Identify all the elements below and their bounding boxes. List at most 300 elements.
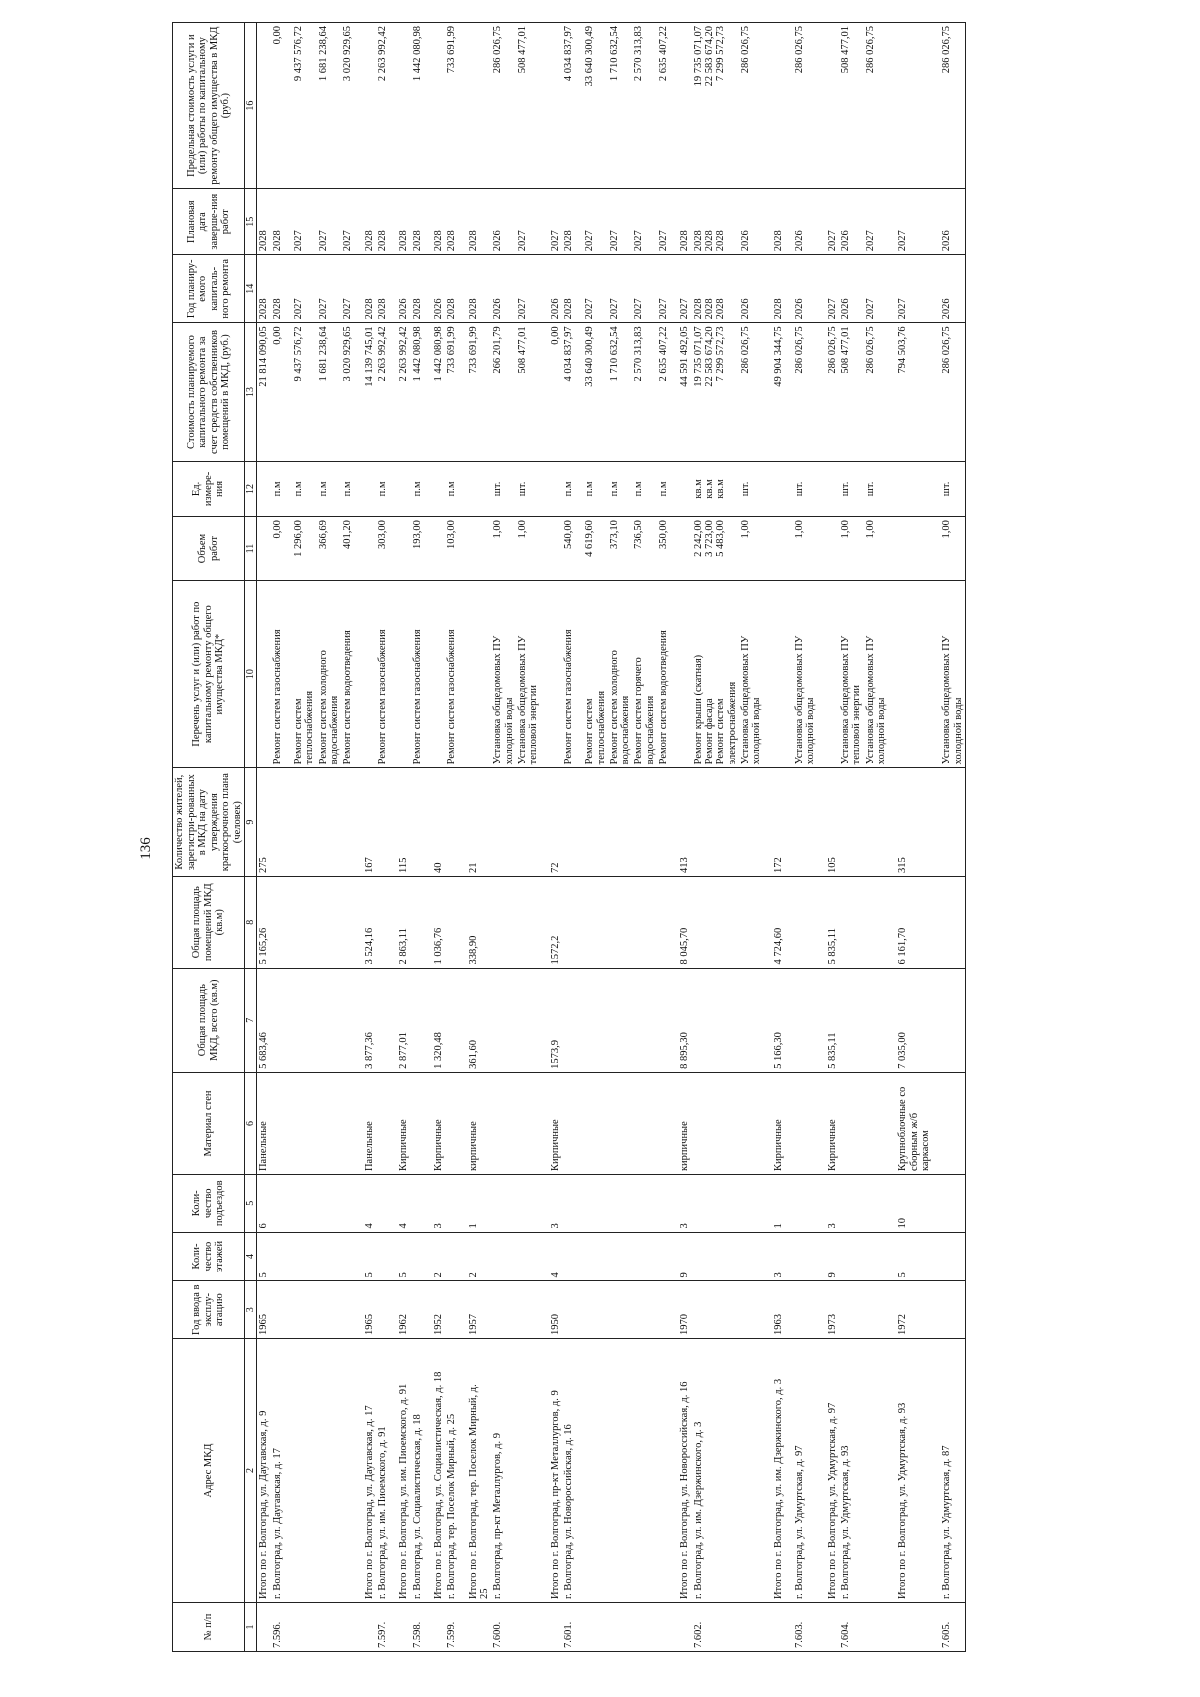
cell-col-16 <box>432 23 445 189</box>
cell-line: шт. <box>941 481 953 497</box>
cell-col-15 <box>376 189 389 255</box>
spacer-cell <box>355 461 363 516</box>
cell-line: 2028 <box>446 230 458 252</box>
cell-col-15 <box>583 189 608 255</box>
cell-col-3: 1965 <box>257 1281 271 1338</box>
spacer-cell <box>389 461 397 516</box>
cell-col-13 <box>562 323 575 461</box>
cell-col-5 <box>491 1175 516 1232</box>
cell-col-15 <box>678 189 691 255</box>
cell-col-13 <box>864 323 889 461</box>
cell-col-3: 1962 <box>397 1281 410 1338</box>
cell-col-4: 5 <box>896 1232 932 1281</box>
column-number-4: 4 <box>245 1232 257 1281</box>
cell-line: теплоснабжения <box>304 690 316 765</box>
cell-col-3 <box>608 1281 633 1338</box>
cell-line: 2027 <box>584 230 596 252</box>
cell-line: 2028 <box>715 230 727 252</box>
spacer-cell <box>888 580 896 767</box>
cell-col-10 <box>397 580 410 767</box>
cell-col-8 <box>739 876 764 968</box>
cell-col-1: 7.602. <box>692 1603 739 1652</box>
cell-line: п.м <box>317 481 329 497</box>
spacer-cell <box>575 255 583 323</box>
cell-col-8 <box>839 876 864 968</box>
cell-col-3: 1952 <box>432 1281 445 1338</box>
cell-col-15 <box>896 189 932 255</box>
spacer-cell <box>541 255 549 323</box>
spacer-cell <box>888 323 896 461</box>
cell-col-9 <box>516 768 541 877</box>
cell-col-10 <box>549 580 562 767</box>
cell-line: Ремонт систем <box>715 698 727 765</box>
cell-col-6 <box>271 1072 284 1174</box>
cell-col-9 <box>839 768 864 877</box>
cell-col-15 <box>826 189 839 255</box>
cell-col-7: 5 166,30 <box>772 968 785 1072</box>
cell-col-14 <box>772 255 785 323</box>
header-row <box>173 23 245 1652</box>
cell-col-2 <box>445 1338 458 1602</box>
cell-line: 733 691,99 <box>446 26 458 74</box>
cell-col-15 <box>739 189 764 255</box>
cell-col-16 <box>491 23 516 189</box>
cell-col-1: 7.600. <box>491 1603 516 1652</box>
spacer-cell <box>575 1338 583 1602</box>
spacer-row <box>932 23 940 1652</box>
cell-col-3 <box>516 1281 541 1338</box>
spacer-cell <box>670 1281 678 1338</box>
spacer-cell <box>389 1603 397 1652</box>
table-row <box>839 23 864 1652</box>
cell-line: 2027 <box>633 230 645 252</box>
cell-line: 33 640 300,49 <box>584 326 596 387</box>
spacer-row <box>459 23 467 1652</box>
cell-col-14 <box>657 255 670 323</box>
cell-line: 2027 <box>317 230 329 252</box>
cell-col-16 <box>549 23 562 189</box>
cell-col-7 <box>839 968 864 1072</box>
column-number-3: 3 <box>245 1281 257 1338</box>
cell-col-1: 7.596. <box>271 1603 284 1652</box>
cell-col-4: 4 <box>549 1232 562 1281</box>
cell-col-14 <box>257 255 271 323</box>
cell-line: холодной воды <box>503 697 515 765</box>
cell-line: 2027 <box>658 298 670 320</box>
table-body <box>257 23 966 1652</box>
cell-col-6 <box>562 1072 575 1174</box>
cell-line: 9 437 576,72 <box>292 26 304 82</box>
spacer-cell <box>424 255 432 323</box>
cell-line: 2028 <box>258 298 270 320</box>
cell-line: Установка общедомовых ПУ <box>794 635 806 765</box>
cell-line: Итого по г. Волгоград, ул. Новороссийская, д. 16 <box>679 1381 691 1600</box>
spacer-cell <box>785 1338 793 1602</box>
cell-col-9: 21 <box>467 768 492 877</box>
column-number-14: 14 <box>245 255 257 323</box>
spacer-cell <box>284 1175 292 1232</box>
cell-col-9 <box>864 768 889 877</box>
spacer-cell <box>785 1281 793 1338</box>
spacer-cell <box>888 1232 896 1281</box>
cell-col-10 <box>864 580 889 767</box>
cell-col-5 <box>317 1175 342 1232</box>
column-header-7: Общая площадь МКД, всего (кв.м) <box>173 968 245 1072</box>
cell-col-4 <box>657 1232 670 1281</box>
table-row <box>491 23 516 1652</box>
cell-col-11 <box>692 517 739 581</box>
spacer-cell <box>764 517 772 581</box>
cell-col-9 <box>608 768 633 877</box>
cell-col-5: 4 <box>397 1175 410 1232</box>
cell-col-15 <box>397 189 410 255</box>
cell-line: 2028 <box>363 230 375 252</box>
cell-col-16 <box>467 23 492 189</box>
spacer-cell <box>575 1232 583 1281</box>
spacer-cell <box>785 1232 793 1281</box>
cell-line: водоснабжения <box>644 695 656 765</box>
cell-col-12 <box>317 461 342 516</box>
cell-col-11 <box>467 517 492 581</box>
cell-col-1 <box>772 1603 785 1652</box>
spacer-cell <box>818 968 826 1072</box>
cell-line: 2028 <box>271 230 283 252</box>
cell-col-2 <box>549 1338 562 1602</box>
cell-line: шт. <box>740 481 752 497</box>
cell-col-7 <box>692 968 739 1072</box>
column-number-8: 8 <box>245 876 257 968</box>
cell-col-14 <box>632 255 657 323</box>
cell-line: Установка общедомовых ПУ <box>492 635 504 765</box>
spacer-cell <box>575 768 583 877</box>
table-row <box>608 23 633 1652</box>
cell-col-1 <box>467 1603 492 1652</box>
cell-col-12 <box>896 461 932 516</box>
spacer-cell <box>541 1281 549 1338</box>
cell-col-12 <box>739 461 764 516</box>
cell-line: Установка общедомовых ПУ <box>840 635 852 765</box>
cell-col-7: 3 877,36 <box>363 968 376 1072</box>
cell-col-5 <box>739 1175 764 1232</box>
cell-col-7 <box>376 968 389 1072</box>
spacer-cell <box>764 461 772 516</box>
cell-line: 2 263 992,42 <box>376 326 388 382</box>
column-header-12: Ед. измере-ния <box>173 461 245 516</box>
cell-col-14 <box>562 255 575 323</box>
spacer-cell <box>575 580 583 767</box>
spacer-cell <box>888 768 896 877</box>
spacer-cell <box>888 461 896 516</box>
cell-col-5 <box>376 1175 389 1232</box>
spacer-cell <box>670 517 678 581</box>
spacer-cell <box>389 1281 397 1338</box>
cell-col-7 <box>940 968 965 1072</box>
cell-line: 2028 <box>432 230 444 252</box>
cell-line: п.м <box>633 481 645 497</box>
cell-col-10 <box>257 580 271 767</box>
cell-line: 2027 <box>679 298 691 320</box>
cell-line: п.м <box>446 481 458 497</box>
cell-col-10 <box>292 580 317 767</box>
cell-col-14 <box>793 255 818 323</box>
cell-line: 14 139 745,01 <box>363 326 375 387</box>
spacer-cell <box>541 580 549 767</box>
spacer-cell <box>785 1175 793 1232</box>
cell-col-4 <box>516 1232 541 1281</box>
cell-line: 1 710 632,54 <box>608 26 620 82</box>
cell-col-4: 5 <box>363 1232 376 1281</box>
cell-col-10 <box>445 580 458 767</box>
spacer-cell <box>932 1281 940 1338</box>
cell-line: 1,00 <box>840 520 852 539</box>
cell-line: 286 026,75 <box>826 326 838 374</box>
cell-col-16 <box>793 23 818 189</box>
cell-col-5: 1 <box>772 1175 785 1232</box>
cell-col-1 <box>678 1603 691 1652</box>
cell-col-14 <box>839 255 864 323</box>
spacer-row <box>888 23 896 1652</box>
cell-col-4 <box>632 1232 657 1281</box>
cell-line: 25 <box>478 1588 490 1600</box>
spacer-cell <box>575 23 583 189</box>
cell-line: 2028 <box>411 230 423 252</box>
cell-col-15 <box>549 189 562 255</box>
spacer-cell <box>424 461 432 516</box>
cell-line: 2027 <box>897 230 909 252</box>
cell-line: Итого по г. Волгоград, ул. Удмуртская, д. 97 <box>826 1402 838 1600</box>
capital-repair-table <box>172 22 966 1652</box>
spacer-cell <box>932 580 940 767</box>
cell-col-7 <box>583 968 608 1072</box>
cell-col-2 <box>491 1338 516 1602</box>
cell-col-4 <box>445 1232 458 1281</box>
table-row <box>271 23 284 1652</box>
cell-line: 4 034 837,97 <box>562 326 574 382</box>
cell-col-7 <box>562 968 575 1072</box>
table-row <box>657 23 670 1652</box>
cell-line: 286 026,75 <box>794 326 806 374</box>
cell-col-5 <box>562 1175 575 1232</box>
cell-col-3 <box>491 1281 516 1338</box>
cell-col-13 <box>657 323 670 461</box>
cell-line: 508 477,01 <box>516 326 528 374</box>
cell-col-8 <box>376 876 389 968</box>
spacer-cell <box>389 517 397 581</box>
cell-line: 2028 <box>704 230 716 252</box>
cell-col-3 <box>341 1281 354 1338</box>
cell-col-13 <box>467 323 492 461</box>
cell-line: кв.м <box>704 479 716 499</box>
cell-col-10 <box>317 580 342 767</box>
spacer-cell <box>932 1603 940 1652</box>
cell-line: 2027 <box>516 230 528 252</box>
spacer-cell <box>389 255 397 323</box>
cell-line: 2027 <box>342 298 354 320</box>
cell-line: 2026 <box>549 298 561 320</box>
cell-col-6 <box>940 1072 965 1174</box>
cell-line: Ремонт систем газоснабжения <box>446 629 458 765</box>
cell-col-1: 7.605. <box>940 1603 965 1652</box>
cell-line: холодной воды <box>751 697 763 765</box>
cell-col-16 <box>445 23 458 189</box>
spacer-cell <box>888 1281 896 1338</box>
cell-col-9: 40 <box>432 768 445 877</box>
column-header-14: Год планиру-емого капиталь-ного ремонта <box>173 255 245 323</box>
cell-col-10 <box>363 580 376 767</box>
cell-col-8: 5 835,11 <box>826 876 839 968</box>
cell-col-6 <box>445 1072 458 1174</box>
cell-col-16 <box>292 23 317 189</box>
cell-col-16 <box>363 23 376 189</box>
cell-col-14 <box>467 255 492 323</box>
cell-line: 2027 <box>317 298 329 320</box>
table-row <box>562 23 575 1652</box>
cell-line: 736,50 <box>633 520 645 549</box>
cell-col-16 <box>896 23 932 189</box>
cell-line: 2 635 407,22 <box>658 326 670 382</box>
cell-col-1 <box>864 1603 889 1652</box>
cell-col-5: 3 <box>826 1175 839 1232</box>
cell-col-12 <box>583 461 608 516</box>
cell-line: 508 477,01 <box>840 326 852 374</box>
cell-line: 1,00 <box>864 520 876 539</box>
cell-line: 401,20 <box>342 520 354 549</box>
cell-line: 286 026,75 <box>864 26 876 74</box>
cell-col-10 <box>341 580 354 767</box>
cell-col-5: 3 <box>432 1175 445 1232</box>
spacer-cell <box>355 23 363 189</box>
cell-col-11 <box>292 517 317 581</box>
spacer-cell <box>888 189 896 255</box>
spacer-cell <box>932 968 940 1072</box>
column-header-16: Предельная стоимость услуги и (или) работы по капитальному ремонту общего имущества в МКД (руб.) <box>173 23 245 189</box>
cell-col-6 <box>632 1072 657 1174</box>
cell-col-14 <box>271 255 284 323</box>
cell-col-12 <box>376 461 389 516</box>
spacer-cell <box>355 768 363 877</box>
cell-col-13 <box>271 323 284 461</box>
cell-col-2 <box>772 1338 785 1602</box>
cell-col-6 <box>864 1072 889 1174</box>
cell-line: шт. <box>794 481 806 497</box>
spacer-cell <box>389 768 397 877</box>
cell-line: 3 020 929,65 <box>342 26 354 82</box>
cell-col-2 <box>562 1338 575 1602</box>
spacer-cell <box>459 1338 467 1602</box>
cell-col-11 <box>632 517 657 581</box>
cell-col-7: 5 835,11 <box>826 968 839 1072</box>
cell-col-14 <box>317 255 342 323</box>
cell-line: 2 242,00 <box>692 520 704 557</box>
cell-col-13 <box>341 323 354 461</box>
cell-col-6 <box>292 1072 317 1174</box>
spacer-row <box>575 23 583 1652</box>
cell-col-5: 4 <box>363 1175 376 1232</box>
cell-col-10 <box>467 580 492 767</box>
cell-col-11 <box>432 517 445 581</box>
cell-col-16 <box>739 23 764 189</box>
column-number-1: 1 <box>245 1603 257 1652</box>
spacer-row <box>670 23 678 1652</box>
spacer-cell <box>424 517 432 581</box>
cell-col-14 <box>491 255 516 323</box>
table-row <box>317 23 342 1652</box>
cell-col-8: 1 036,76 <box>432 876 445 968</box>
cell-col-8 <box>491 876 516 968</box>
spacer-cell <box>785 768 793 877</box>
cell-line: 2027 <box>608 298 620 320</box>
cell-col-14 <box>692 255 739 323</box>
cell-col-4 <box>292 1232 317 1281</box>
table-row <box>692 23 739 1652</box>
cell-line: холодной воды <box>876 697 888 765</box>
cell-col-15 <box>772 189 785 255</box>
cell-line: Ремонт систем газоснабжения <box>562 629 574 765</box>
cell-col-11 <box>445 517 458 581</box>
cell-col-7 <box>341 968 354 1072</box>
cell-line: Ремонт систем газоснабжения <box>271 629 283 765</box>
spacer-cell <box>284 255 292 323</box>
cell-line: 103,00 <box>446 520 458 549</box>
cell-col-16 <box>257 23 271 189</box>
column-number-9: 9 <box>245 768 257 877</box>
cell-col-10 <box>826 580 839 767</box>
cell-line: п.м <box>292 481 304 497</box>
cell-line: 286 026,75 <box>941 26 953 74</box>
spacer-cell <box>284 23 292 189</box>
cell-col-4 <box>839 1232 864 1281</box>
spacer-cell <box>932 1232 940 1281</box>
spacer-cell <box>932 1072 940 1174</box>
cell-col-15 <box>491 189 516 255</box>
cell-col-11 <box>376 517 389 581</box>
cell-line: 2 570 313,83 <box>633 326 645 382</box>
cell-line: 7 299 572,73 <box>715 26 727 82</box>
spacer-cell <box>785 1603 793 1652</box>
cell-col-8 <box>864 876 889 968</box>
cell-col-11 <box>516 517 541 581</box>
cell-col-1: 7.599. <box>445 1603 458 1652</box>
spacer-cell <box>818 23 826 189</box>
cell-line: 2028 <box>271 298 283 320</box>
cell-line: Ремонт систем <box>292 698 304 765</box>
cell-col-12 <box>839 461 864 516</box>
cell-line: Ремонт крыши (скатная) <box>692 654 704 765</box>
spacer-row <box>818 23 826 1652</box>
spacer-cell <box>424 768 432 877</box>
cell-col-14 <box>678 255 691 323</box>
cell-col-8 <box>341 876 354 968</box>
spacer-cell <box>459 1072 467 1174</box>
cell-col-13 <box>317 323 342 461</box>
column-header-10: Перечень услуг и (или) работ по капитальному ремонту общего имущества МКД* <box>173 580 245 767</box>
spacer-cell <box>888 1603 896 1652</box>
cell-col-12 <box>793 461 818 516</box>
cell-col-15 <box>467 189 492 255</box>
cell-col-15 <box>562 189 575 255</box>
cell-line: 1,00 <box>516 520 528 539</box>
cell-col-9 <box>445 768 458 877</box>
cell-col-15 <box>657 189 670 255</box>
cell-col-8 <box>583 876 608 968</box>
cell-col-6 <box>411 1072 424 1174</box>
cell-line: 2026 <box>432 298 444 320</box>
cell-line: 4 034 837,97 <box>562 26 574 82</box>
cell-line: г. Волгоград, ул. Удмуртская, д. 93 <box>840 1445 852 1600</box>
cell-col-14 <box>445 255 458 323</box>
spacer-cell <box>389 23 397 189</box>
cell-col-9 <box>341 768 354 877</box>
